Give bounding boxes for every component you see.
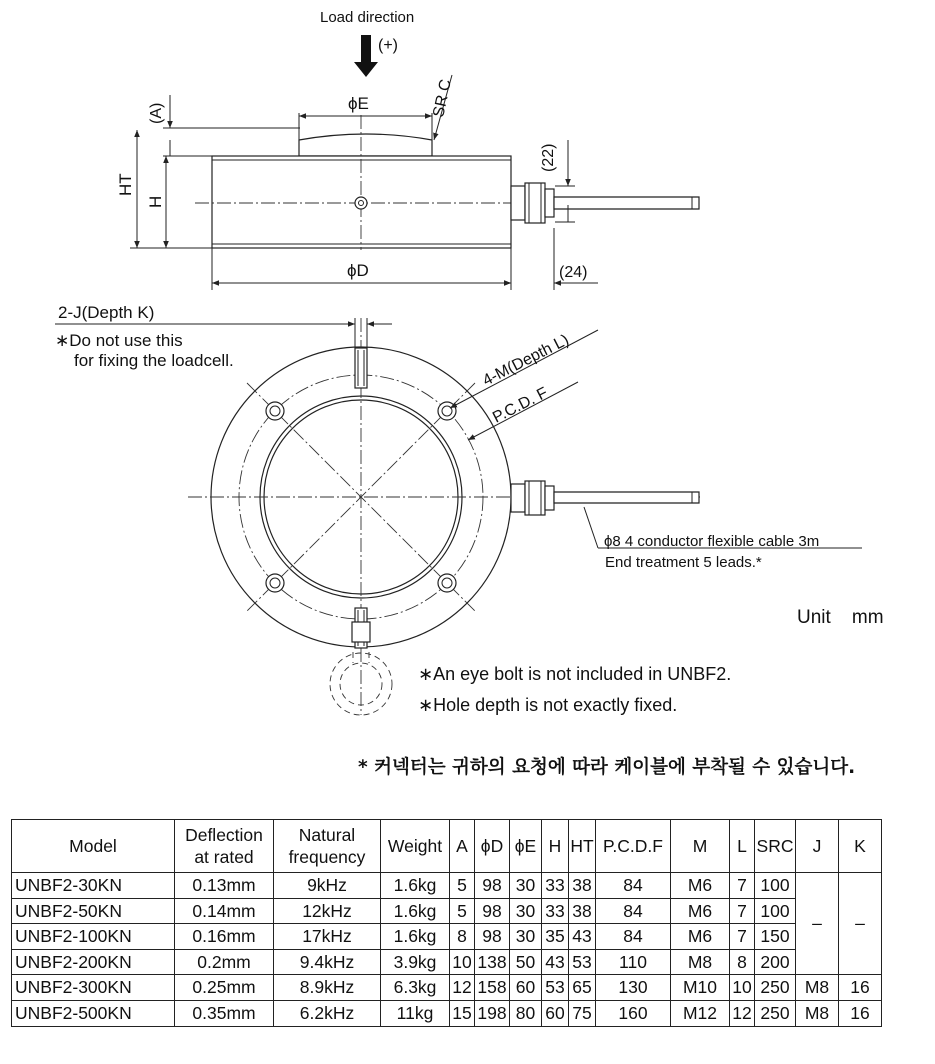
load-direction-label: Load direction xyxy=(320,9,415,26)
cell-frequency: 9kHz xyxy=(274,873,381,899)
cell-model: UNBF2-500KN xyxy=(12,1000,175,1026)
col-h: H xyxy=(542,820,569,873)
cell-ht: 65 xyxy=(569,975,596,1001)
cell-weight: 3.9kg xyxy=(381,949,450,975)
cell-m: M6 xyxy=(671,924,730,950)
cell-e: 60 xyxy=(510,975,542,1001)
cell-src: 250 xyxy=(755,975,796,1001)
load-sign-label: (+) xyxy=(378,37,398,54)
cell-j-merged: – xyxy=(796,873,839,975)
table-row xyxy=(12,873,882,899)
table-row xyxy=(12,1000,882,1026)
note-fixing-line2: for fixing the loadcell. xyxy=(74,351,234,370)
dim-SRC-label: SR C xyxy=(430,77,455,119)
cell-m: M6 xyxy=(671,873,730,899)
cell-ht: 38 xyxy=(569,873,596,899)
cell-l: 12 xyxy=(730,1000,755,1026)
col-m: M xyxy=(671,820,730,873)
cell-frequency: 8.9kHz xyxy=(274,975,381,1001)
cell-e: 30 xyxy=(510,924,542,950)
cable-gland-top xyxy=(511,484,525,512)
cell-deflection: 0.13mm xyxy=(175,873,274,899)
cable-top xyxy=(554,492,699,503)
load-arrow-icon xyxy=(354,35,378,77)
cell-l: 10 xyxy=(730,975,755,1001)
side-center-hole xyxy=(355,197,367,209)
dim-22-label: (22) xyxy=(540,143,557,172)
cell-d: 98 xyxy=(475,898,510,924)
cell-l: 7 xyxy=(730,924,755,950)
cell-h: 43 xyxy=(542,949,569,975)
cell-h: 53 xyxy=(542,975,569,1001)
pcd-label: P.C.D. F xyxy=(490,384,551,427)
cell-pcd: 130 xyxy=(596,975,671,1001)
cell-d: 158 xyxy=(475,975,510,1001)
cell-weight: 6.3kg xyxy=(381,975,450,1001)
cell-deflection: 0.16mm xyxy=(175,924,274,950)
cell-src: 150 xyxy=(755,924,796,950)
cell-l: 7 xyxy=(730,898,755,924)
cell-frequency: 17kHz xyxy=(274,924,381,950)
hole-M-label: 4-M(Depth L) xyxy=(480,331,572,390)
col-src: SRC xyxy=(755,820,796,873)
col-j: J xyxy=(796,820,839,873)
cable-spec-line2: End treatment 5 leads.* xyxy=(605,554,762,571)
cell-a: 12 xyxy=(450,975,475,1001)
note-fixing-line1: ∗Do not use this xyxy=(55,331,183,350)
j-hole-bottom xyxy=(352,608,370,648)
table-row xyxy=(12,975,882,1001)
table-header-row xyxy=(12,820,882,873)
col-frequency xyxy=(274,820,381,873)
top-boss xyxy=(299,134,432,156)
cell-model: UNBF2-300KN xyxy=(12,975,175,1001)
cell-e: 30 xyxy=(510,873,542,899)
table-row xyxy=(12,898,882,924)
j-hole-top xyxy=(355,348,367,388)
dim-A-label: (A) xyxy=(148,102,165,124)
cell-d: 98 xyxy=(475,924,510,950)
cell-pcd: 84 xyxy=(596,898,671,924)
cell-m: M12 xyxy=(671,1000,730,1026)
cell-src: 100 xyxy=(755,898,796,924)
col-deflection xyxy=(175,820,274,873)
cell-e: 50 xyxy=(510,949,542,975)
cable-gland-side xyxy=(511,186,525,220)
cell-model: UNBF2-50KN xyxy=(12,898,175,924)
col-deflection-line1: Deflection xyxy=(185,825,263,845)
cell-e: 30 xyxy=(510,898,542,924)
bolt-hole-br xyxy=(438,574,456,592)
note-eyebolt: ∗An eye bolt is not included in UNBF2. xyxy=(418,664,732,684)
cell-deflection: 0.25mm xyxy=(175,975,274,1001)
cell-a: 10 xyxy=(450,949,475,975)
cell-pcd: 160 xyxy=(596,1000,671,1026)
cell-a: 8 xyxy=(450,924,475,950)
cell-weight: 1.6kg xyxy=(381,898,450,924)
cell-model: UNBF2-30KN xyxy=(12,873,175,899)
connector-notice: * 커넥터는 귀하의 요청에 따라 케이블에 부착될 수 있습니다. xyxy=(358,757,856,778)
cell-weight: 11kg xyxy=(381,1000,450,1026)
bolt-hole-tr xyxy=(438,402,456,420)
side-view xyxy=(116,9,699,290)
col-model: Model xyxy=(12,820,175,873)
col-d: ϕD xyxy=(475,820,510,873)
cell-e: 80 xyxy=(510,1000,542,1026)
table-row xyxy=(12,949,882,975)
cell-pcd: 110 xyxy=(596,949,671,975)
cell-weight: 1.6kg xyxy=(381,873,450,899)
cell-ht: 53 xyxy=(569,949,596,975)
cell-m: M6 xyxy=(671,898,730,924)
top-view xyxy=(55,303,884,715)
col-k: K xyxy=(839,820,882,873)
cell-pcd: 84 xyxy=(596,924,671,950)
cell-model: UNBF2-200KN xyxy=(12,949,175,975)
cell-weight: 1.6kg xyxy=(381,924,450,950)
table-row xyxy=(12,924,882,950)
cell-m: M8 xyxy=(671,949,730,975)
cell-d: 98 xyxy=(475,873,510,899)
cell-j: M8 xyxy=(796,1000,839,1026)
col-l: L xyxy=(730,820,755,873)
cable-spec-line1: ϕ8 4 conductor flexible cable 3m xyxy=(604,533,820,550)
cell-pcd: 84 xyxy=(596,873,671,899)
col-weight: Weight xyxy=(381,820,450,873)
cell-frequency: 12kHz xyxy=(274,898,381,924)
cell-k: 16 xyxy=(839,1000,882,1026)
col-frequency-line2: frequency xyxy=(288,847,366,867)
cell-a: 15 xyxy=(450,1000,475,1026)
cell-a: 5 xyxy=(450,898,475,924)
spec-table xyxy=(11,819,882,1027)
col-ht: HT xyxy=(569,820,596,873)
cell-d: 198 xyxy=(475,1000,510,1026)
unit-label: Unit mm xyxy=(797,607,884,628)
cell-h: 33 xyxy=(542,898,569,924)
cell-frequency: 6.2kHz xyxy=(274,1000,381,1026)
dim-E-label: ϕE xyxy=(348,94,369,113)
dim-24-label: (24) xyxy=(559,264,588,281)
cell-deflection: 0.35mm xyxy=(175,1000,274,1026)
cell-ht: 38 xyxy=(569,898,596,924)
bolt-hole-tl xyxy=(266,402,284,420)
col-a: A xyxy=(450,820,475,873)
cell-ht: 75 xyxy=(569,1000,596,1026)
hole-J-label: 2-J(Depth K) xyxy=(58,303,155,322)
col-frequency-line1: Natural xyxy=(298,825,356,845)
cell-j: M8 xyxy=(796,975,839,1001)
cell-h: 33 xyxy=(542,873,569,899)
cell-ht: 43 xyxy=(569,924,596,950)
cell-a: 5 xyxy=(450,873,475,899)
note-hole-depth: ∗Hole depth is not exactly fixed. xyxy=(418,695,678,715)
cell-model: UNBF2-100KN xyxy=(12,924,175,950)
cable-side xyxy=(554,197,699,209)
col-deflection-line2: at rated xyxy=(194,847,254,867)
col-e: ϕE xyxy=(510,820,542,873)
cell-k-merged: – xyxy=(839,873,882,975)
cell-deflection: 0.2mm xyxy=(175,949,274,975)
cell-m: M10 xyxy=(671,975,730,1001)
cell-k: 16 xyxy=(839,975,882,1001)
dim-H-label: H xyxy=(146,195,165,208)
cell-deflection: 0.14mm xyxy=(175,898,274,924)
dim-D-label: ϕD xyxy=(347,261,369,280)
cell-l: 8 xyxy=(730,949,755,975)
cell-src: 250 xyxy=(755,1000,796,1026)
cell-h: 60 xyxy=(542,1000,569,1026)
cell-src: 200 xyxy=(755,949,796,975)
cell-h: 35 xyxy=(542,924,569,950)
col-pcd: P.C.D.F xyxy=(596,820,671,873)
cell-d: 138 xyxy=(475,949,510,975)
cell-src: 100 xyxy=(755,873,796,899)
cell-l: 7 xyxy=(730,873,755,899)
bolt-hole-bl xyxy=(266,574,284,592)
dim-HT-label: HT xyxy=(116,173,135,196)
cell-frequency: 9.4kHz xyxy=(274,949,381,975)
